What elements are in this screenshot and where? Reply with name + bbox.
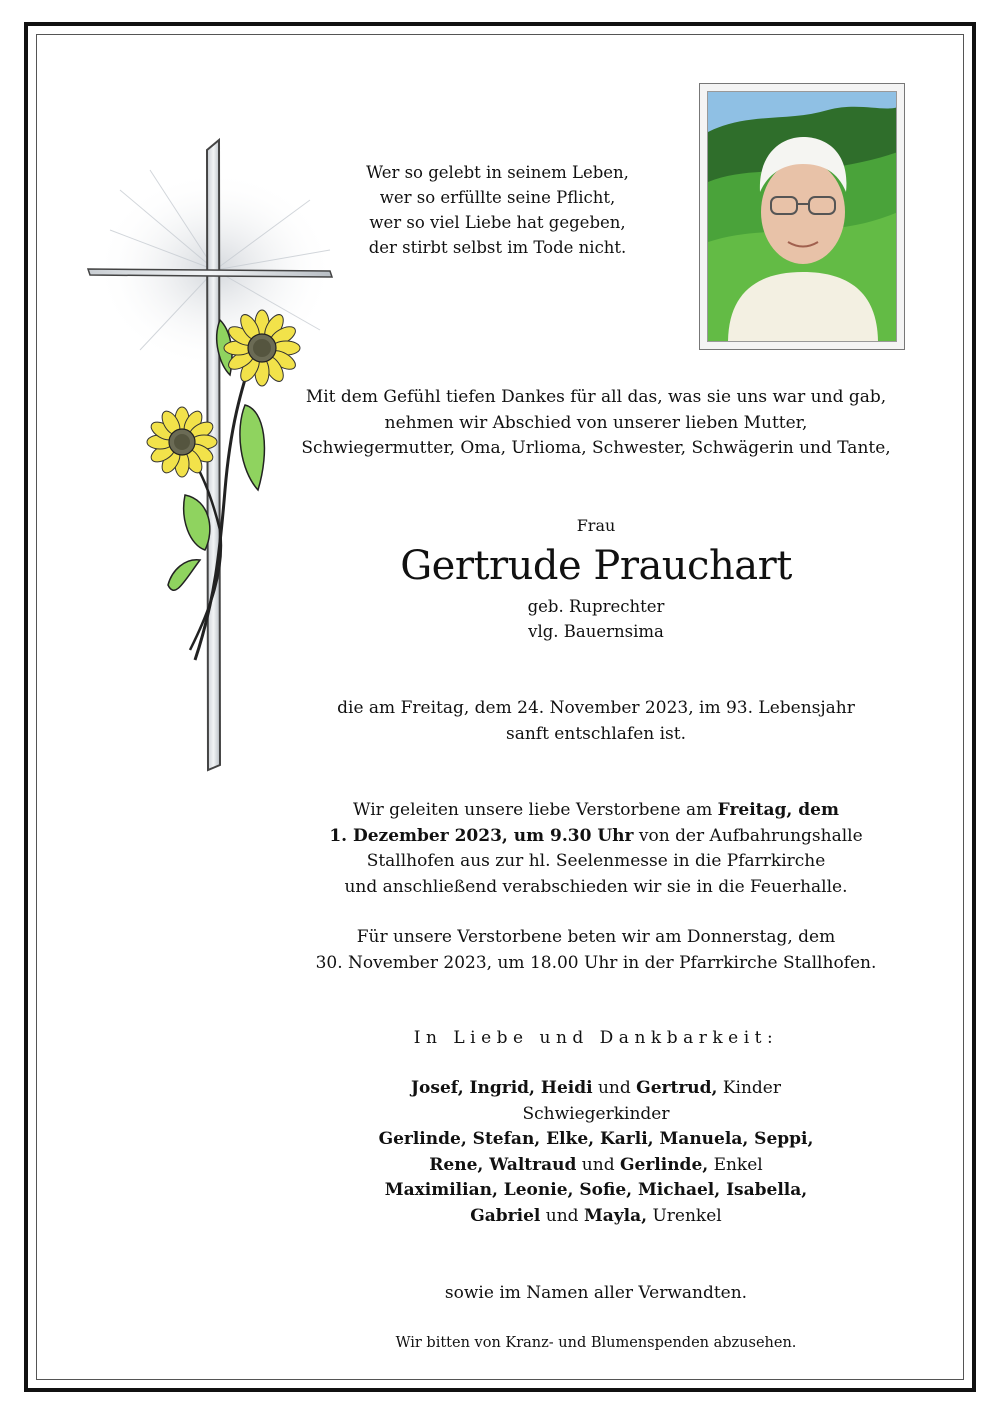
- intro-paragraph: [296, 385, 896, 462]
- portrait-photo: [707, 91, 897, 342]
- conjunction: und: [592, 1078, 637, 1098]
- children-names: Gertrud,: [636, 1078, 718, 1098]
- intro-line: nehmen wir Abschied von unserer lieben Mutter,: [384, 412, 808, 433]
- intro-line: Schwiegermutter, Oma, Urlioma, Schwester, Schwägerin und Tante,: [301, 438, 891, 458]
- leaf-icon: [184, 495, 210, 550]
- great-grandchildren-names: Mayla,: [583, 1205, 648, 1226]
- prayer-notice: [296, 925, 896, 976]
- intro-line: Mit dem Gefühl tiefen Dankes für all das, was sie uns war und gab,: [305, 387, 887, 407]
- deceased-details: [296, 594, 896, 644]
- prayer-line: 30. November 2023, um 18.00 Uhr in der Pfarrkirche Stallhofen.: [315, 952, 877, 973]
- funeral-line: Stallhofen aus zur hl. Seelenmesse in die Pfarrkirche: [366, 851, 826, 871]
- quote-line: Wer so gelebt in seinem Leben,: [366, 163, 629, 182]
- role-label: Kinder: [717, 1078, 781, 1098]
- memorial-quote: [330, 160, 665, 260]
- grandchildren-names: Gerlinde,: [619, 1154, 709, 1175]
- death-notice: [296, 696, 896, 747]
- children-line: [296, 1076, 896, 1102]
- funeral-date-bold: Freitag, dem: [717, 800, 839, 820]
- in-laws-line: Schwiegerkinder: [522, 1103, 670, 1124]
- death-line: die am Freitag, dem 24. November 2023, im 93. Lebensjahr: [337, 698, 855, 718]
- conjunction: und: [540, 1205, 584, 1226]
- grandchildren-line: [296, 1153, 896, 1179]
- great-grandchildren-names: Gabriel: [470, 1205, 541, 1226]
- relatives-note: sowie im Namen aller Verwandten.: [444, 1283, 748, 1303]
- quote-line: wer so erfüllte seine Pflicht,: [379, 188, 616, 207]
- death-line: sanft entschlafen ist.: [505, 723, 687, 744]
- leaf-icon: [240, 405, 265, 490]
- deceased-name: Gertrude Prauchart: [400, 543, 792, 589]
- funeral-time-bold: 1. Dezember 2023, um 9.30 Uhr: [329, 825, 634, 846]
- leaf-icon: [168, 560, 200, 590]
- funeral-line: [296, 824, 896, 850]
- grandchildren-names: Rene, Waltraud: [429, 1154, 577, 1175]
- quote-line: der stirbt selbst im Tode nicht.: [368, 238, 627, 257]
- children-names: Josef, Ingrid, Heidi: [411, 1078, 593, 1098]
- funeral-text: von der Aufbahrungshalle: [633, 825, 863, 846]
- funeral-line: [296, 798, 896, 824]
- great-grandchildren-names: Maximilian, Leonie, Sofie, Michael, Isabella,: [384, 1180, 808, 1200]
- donation-request: Wir bitten von Kranz- und Blumenspenden abzusehen.: [395, 1335, 797, 1351]
- family-list: [296, 1076, 896, 1229]
- cross-horizontal-beam: [88, 269, 332, 277]
- conjunction: und: [576, 1154, 620, 1175]
- closing-phrase: In Liebe und Dankbarkeit:: [413, 1028, 779, 1048]
- prayer-line: Für unsere Verstorbene beten wir am Donnerstag, dem: [356, 927, 836, 947]
- salutation: Frau: [576, 516, 616, 535]
- portrait-frame: [699, 83, 905, 350]
- role-label: Enkel: [708, 1154, 763, 1175]
- funeral-details: [296, 798, 896, 900]
- grandchildren-names: Gerlinde, Stefan, Elke, Karli, Manuela, Seppi,: [378, 1129, 814, 1149]
- great-grandchildren-line: [296, 1204, 896, 1230]
- quote-line: wer so viel Liebe hat gegeben,: [369, 213, 626, 232]
- role-label: Urenkel: [647, 1205, 722, 1226]
- great-grandchildren-line: [296, 1178, 896, 1204]
- funeral-line: und anschließend verabschieden wir sie in die Feuerhalle.: [344, 876, 848, 897]
- grandchildren-line: [296, 1127, 896, 1153]
- house-name: vlg. Bauernsima: [528, 622, 664, 641]
- funeral-text: Wir geleiten unsere liebe Verstorbene am: [353, 800, 718, 820]
- birth-name: geb. Ruprechter: [527, 597, 665, 616]
